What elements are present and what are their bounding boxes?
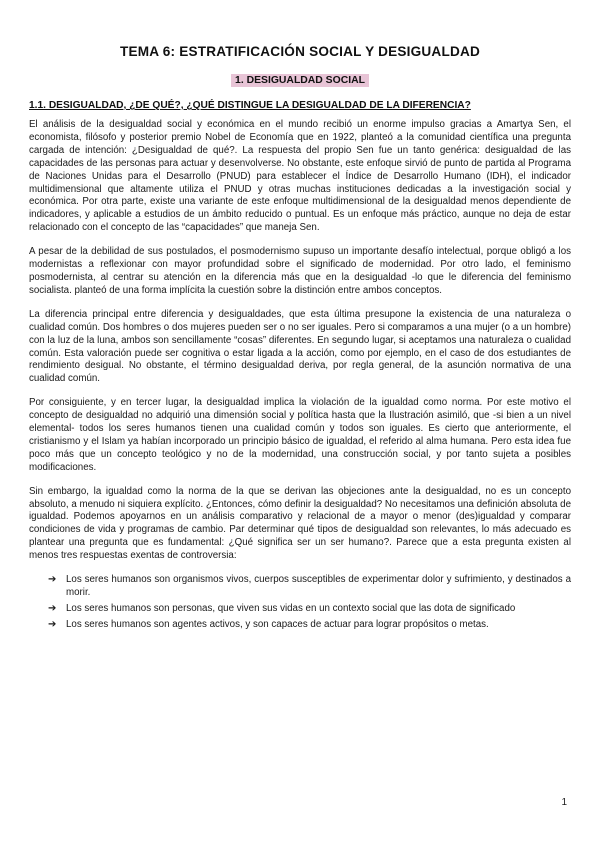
paragraph-5: Sin embargo, la igualdad como la norma de la que se derivan las objeciones ante la desigualdad, no es un concepto absoluto, a menudo ni siquiera explícito. ¿Entonces, cómo definir la desigualdad? No necesitamos una definición absoluta de igualdad. Podemos apoyarnos en un análisis comparativo y relacional de a mayor o menor (des)igualdad y comparar condiciones de vida y programas de cambio. Par determinar qué tipos de desigualdad son relevantes, lo más adecuado es plantear una pregunta que es fundamental: ¿Qué significa ser un ser humano?. Parece que a esta pregunta existen al menos tres respuestas exentas de controversia: xyxy=(29,485,571,562)
paragraph-2: A pesar de la debilidad de sus postulados, el posmodernismo supuso un importante desafío intelectual, porque obligó a los modernistas a reflexionar con mayor profundidad sobre el significado de modernidad. Por otro lado, el feminismo posmodernista, al centrar su atención en la diferencia más que en la desigualdad -lo que le diferencia del feminismo socialista. planteó de una forma implícita la cuestión sobre la distinción entre ambos conceptos. xyxy=(29,246,571,296)
document-title: TEMA 6: ESTRATIFICACIÓN SOCIAL Y DESIGUALDAD xyxy=(120,44,480,59)
bullet-text-2: Los seres humanos son personas, que viven sus vidas en un contexto social que las dota de significado xyxy=(66,602,516,614)
arrow-bullet-icon: ➔ xyxy=(48,574,57,586)
page-number: 1 xyxy=(561,797,567,808)
bullet-text-3: Los seres humanos son agentes activos, y son capaces de actuar para lograr propósitos o metas. xyxy=(66,618,489,630)
arrow-bullet-icon: ➔ xyxy=(48,602,57,614)
paragraph-3: La diferencia principal entre diferencia y desigualdades, que esta última presupone la existencia de una naturaleza o cualidad común. Dos hombres o dos mujeres pueden ser o no ser iguales. Pero si comparamos a una mujer (o a un hombre) con la luz de la luna, ambos son sencillamente “cosas” diferentes. En segundo lugar, si aceptamos una naturaleza o cualidad común. Esta valoración puede ser cognitiva o estar ligada a la acción, como por ejemplo, en el caso de dos estudiantes de rendimiento desigual. No obstante, el término desigualdad deriva, por regla general, de la asunción normativa de una cualidad común. xyxy=(29,308,571,385)
subsection-heading: 1.1. DESIGUALDAD, ¿DE QUÉ?, ¿QUÉ DISTINGUE LA DESIGUALDAD DE LA DIFERENCIA? xyxy=(29,100,471,111)
arrow-bullet-icon: ➔ xyxy=(48,618,57,630)
bullet-item-2 xyxy=(48,603,571,616)
paragraph-4: Por consiguiente, y en tercer lugar, la desigualdad implica la violación de la igualdad como norma. Por este motivo el concepto de desigualdad no adquirió una dimensión social y política hasta que la Ilustración asimiló, que -si bien a un nivel elemental- todos los seres humanos tienen una cualidad común y todos son iguales. Es cierto que anteriormente, el cristianismo y el Islam ya habían incorporado un principio básico de igualdad, el referido al alma humana. Pero esta idea fue poco más que un concepto teológico y no de la modernidad, una construcción social, y por tanto sujeta a posibles modificaciones. xyxy=(29,397,571,473)
bullet-item-1 xyxy=(48,574,571,600)
bullet-text-1: Los seres humanos son organismos vivos, cuerpos susceptibles de experimentar dolor y sufrimiento, y destinados a morir. xyxy=(66,574,571,598)
paragraph-1: El análisis de la desigualdad social y económica en el mundo recibió un enorme impulso gracias a Amartya Sen, el economista, filósofo y posterior premio Nobel de Economía que en 1922, planteó a la comunidad científica una pregunta cargada de intención: ¿Desigualdad de qué?. La respuesta del propio Sen fue un tanto genérica: desigualdad de las capacidades de las personas para actuar y desenvolverse. No obstante, este enfoque sirvió de punto de partida al Programa de Naciones Unidas para el Desarrollo (PNUD) para establecer el Índice de Desarrollo Humano (IDH), el indicador multidimensional que altamente utiliza el PNUD y otras muchas instituciones dedicadas a la investigación social y económica. Por otra parte, existe una variante de este enfoque multidimensional de la desigualdad menos dependiente de indicadores, y aplicable a estudios de un ámbito reducido o puntual. Es un enfoque más práctico, aunque no deja de estar relacionado con el concepto de las “capacidades” que maneja Sen. xyxy=(29,119,571,234)
section-heading-wrap xyxy=(29,70,571,88)
section-heading: 1. DESIGUALDAD SOCIAL xyxy=(231,74,369,87)
bullet-list xyxy=(29,574,571,632)
bullet-item-3 xyxy=(48,619,571,632)
